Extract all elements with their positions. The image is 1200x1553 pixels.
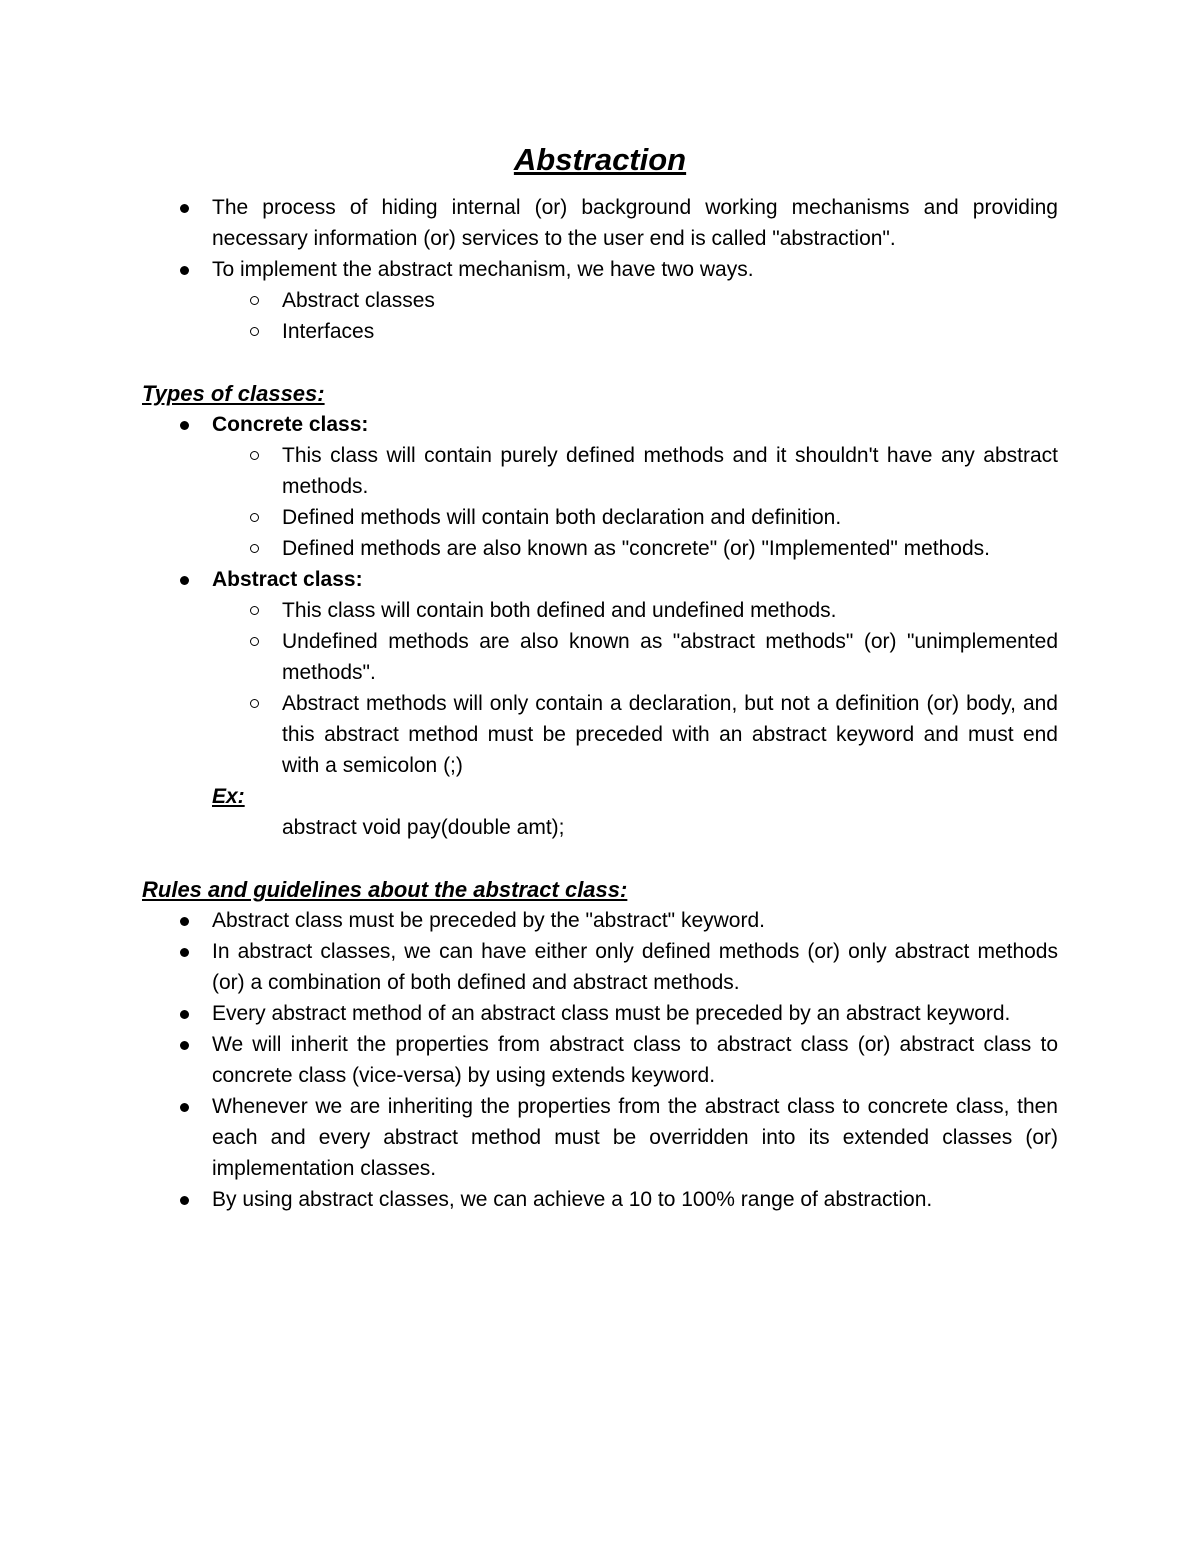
- bullet-icon: [180, 1196, 189, 1205]
- list-item: [142, 936, 1058, 998]
- list-item: [142, 905, 1058, 936]
- list-item-text: In abstract classes, we can have either only defined methods (or) only abstract methods (or) a combination of both defined and abstract methods.: [212, 940, 1058, 994]
- list-item: [142, 192, 1058, 254]
- bullet-icon: [180, 266, 189, 275]
- list-item: [142, 998, 1058, 1029]
- hollow-bullet-icon: [250, 327, 259, 336]
- list-item-text: To implement the abstract mechanism, we have two ways.: [212, 258, 754, 281]
- list-item-text: Every abstract method of an abstract class must be preceded by an abstract keyword.: [212, 1002, 1011, 1025]
- bullet-icon: [180, 1041, 189, 1050]
- list-item-text: This class will contain purely defined methods and it shouldn't have any abstract methods.: [282, 444, 1058, 498]
- list-item: [142, 1091, 1058, 1184]
- bullet-icon: [180, 204, 189, 213]
- list-item: [212, 595, 1058, 626]
- intro-list: [142, 192, 1058, 347]
- types-list: [142, 409, 1058, 781]
- bullet-icon: [180, 1010, 189, 1019]
- concrete-class-label: Concrete class:: [212, 413, 369, 436]
- list-item: [212, 285, 1058, 316]
- hollow-bullet-icon: [250, 296, 259, 305]
- list-item: [212, 688, 1058, 781]
- page-title: Abstraction: [513, 142, 687, 177]
- list-item-text: We will inherit the properties from abstract class to abstract class (or) abstract class to concrete class (vice-versa) by using extends keyword.: [212, 1033, 1058, 1087]
- hollow-bullet-icon: [250, 699, 259, 708]
- list-item: [142, 564, 1058, 781]
- hollow-bullet-icon: [250, 637, 259, 646]
- bullet-icon: [180, 576, 189, 585]
- document-page: [142, 140, 1058, 1215]
- example-label: Ex:: [212, 785, 245, 808]
- list-item-text: Abstract class must be preceded by the "abstract" keyword.: [212, 909, 765, 932]
- list-item: [212, 502, 1058, 533]
- bullet-icon: [180, 948, 189, 957]
- list-item: [142, 254, 1058, 347]
- list-item: [142, 1029, 1058, 1091]
- list-item: [212, 533, 1058, 564]
- rules-heading: Rules and guidelines about the abstract class:: [142, 877, 628, 902]
- hollow-bullet-icon: [250, 513, 259, 522]
- list-item-text: Abstract classes: [282, 289, 435, 312]
- list-item: [212, 626, 1058, 688]
- hollow-bullet-icon: [250, 606, 259, 615]
- list-item-text: This class will contain both defined and undefined methods.: [282, 599, 837, 622]
- hollow-bullet-icon: [250, 544, 259, 553]
- list-item: [142, 1184, 1058, 1215]
- ways-list: [212, 285, 1058, 347]
- abstract-points-list: [212, 595, 1058, 781]
- example-block: [142, 781, 1058, 812]
- list-item-text: The process of hiding internal (or) background working mechanisms and providing necessary information (or) services to the user end is called "abstraction".: [212, 196, 1058, 250]
- list-item: [142, 409, 1058, 564]
- list-item: [212, 316, 1058, 347]
- rules-list: [142, 905, 1058, 1215]
- example-code: abstract void pay(double amt);: [282, 816, 565, 839]
- bullet-icon: [180, 917, 189, 926]
- list-item-text: Interfaces: [282, 320, 375, 343]
- list-item-text: Whenever we are inheriting the properties from the abstract class to concrete class, then each and every abstract method must be overridden into its extended classes (or) implementation classes.: [212, 1095, 1058, 1180]
- types-heading: Types of classes:: [142, 381, 325, 406]
- bullet-icon: [180, 1103, 189, 1112]
- list-item: [212, 440, 1058, 502]
- concrete-points-list: [212, 440, 1058, 564]
- list-item-text: Undefined methods are also known as "abstract methods" (or) "unimplemented methods".: [282, 630, 1058, 684]
- list-item-text: Defined methods are also known as "concrete" (or) "Implemented" methods.: [282, 537, 990, 560]
- bullet-icon: [180, 421, 189, 430]
- hollow-bullet-icon: [250, 451, 259, 460]
- abstract-class-label: Abstract class:: [212, 568, 363, 591]
- list-item-text: Abstract methods will only contain a declaration, but not a definition (or) body, and this abstract method must be preceded with an abstract keyword and must end with a semicolon (;): [282, 692, 1058, 777]
- list-item-text: By using abstract classes, we can achieve a 10 to 100% range of abstraction.: [212, 1188, 933, 1211]
- list-item-text: Defined methods will contain both declaration and definition.: [282, 506, 842, 529]
